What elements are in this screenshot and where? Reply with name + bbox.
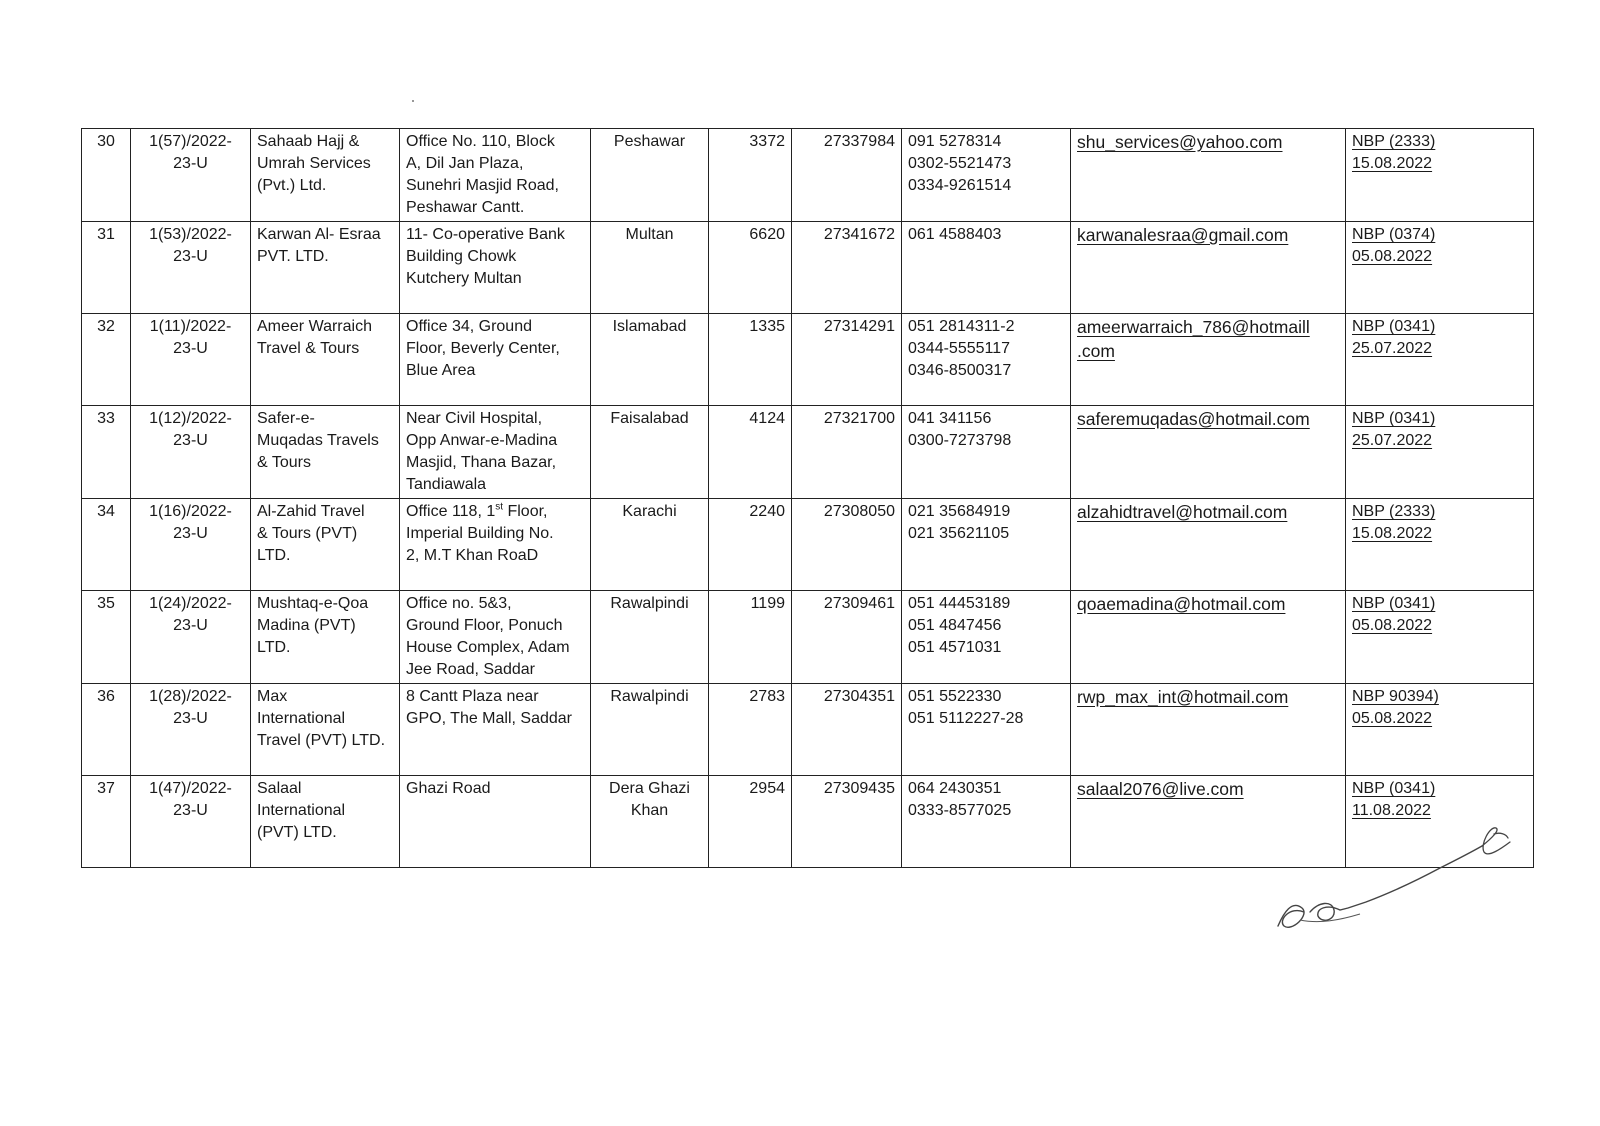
- file-number: 1(11)/2022- 23-U: [131, 314, 251, 406]
- table-body: [82, 129, 1534, 868]
- email-cell: [1071, 499, 1346, 591]
- bank-cell: [1346, 129, 1534, 222]
- agency-address-text: Office 118, 1st Floor, Imperial Building No. 2, M.T Khan RoaD: [406, 501, 554, 564]
- bank-challan: NBP (0341) 25.07.2022: [1352, 410, 1436, 449]
- email-link[interactable]: karwanalesraa@gmail.com: [1077, 225, 1289, 245]
- bank-challan: NBP (0374) 05.08.2022: [1352, 226, 1436, 265]
- scan-speck: [412, 100, 414, 102]
- email-link[interactable]: salaal2076@live.com: [1077, 779, 1244, 799]
- email-cell: [1071, 406, 1346, 499]
- file-number: 1(47)/2022- 23-U: [131, 776, 251, 868]
- email-link[interactable]: saferemuqadas@hotmail.com: [1077, 409, 1310, 429]
- ntn-number: 27309435: [792, 776, 902, 868]
- city: Peshawar: [591, 129, 709, 222]
- file-number: 1(28)/2022- 23-U: [131, 684, 251, 776]
- agency-name: Al-Zahid Travel & Tours (PVT) LTD.: [251, 499, 400, 591]
- city: Dera Ghazi Khan: [591, 776, 709, 868]
- table-row: [82, 499, 1534, 591]
- phone-numbers: 061 4588403: [902, 222, 1071, 314]
- phone-numbers: 091 5278314 0302-5521473 0334-9261514: [902, 129, 1071, 222]
- agency-code: 2783: [709, 684, 792, 776]
- bank-challan: NBP (0341) 11.08.2022: [1352, 780, 1436, 819]
- file-number: 1(24)/2022- 23-U: [131, 591, 251, 684]
- ntn-number: 27337984: [792, 129, 902, 222]
- agency-address: Near Civil Hospital, Opp Anwar-e-Madina Masjid, Thana Bazar, Tandiawala: [400, 406, 591, 499]
- bank-cell: [1346, 499, 1534, 591]
- bank-cell: [1346, 684, 1534, 776]
- agency-address: Office 34, Ground Floor, Beverly Center, Blue Area: [400, 314, 591, 406]
- file-number: 1(53)/2022- 23-U: [131, 222, 251, 314]
- phone-numbers: 041 341156 0300-7273798: [902, 406, 1071, 499]
- ntn-number: 27321700: [792, 406, 902, 499]
- ntn-number: 27341672: [792, 222, 902, 314]
- agency-code: 2954: [709, 776, 792, 868]
- ntn-number: 27308050: [792, 499, 902, 591]
- city: Islamabad: [591, 314, 709, 406]
- agency-name: Ameer Warraich Travel & Tours: [251, 314, 400, 406]
- agency-name: Safer-e- Muqadas Travels & Tours: [251, 406, 400, 499]
- agency-address: 8 Cantt Plaza near GPO, The Mall, Saddar: [400, 684, 591, 776]
- agency-code: 3372: [709, 129, 792, 222]
- agency-address: Ghazi Road: [400, 776, 591, 868]
- email-link[interactable]: qoaemadina@hotmail.com: [1077, 594, 1286, 614]
- agency-register-table: [81, 128, 1534, 868]
- phone-numbers: 051 5522330 051 5112227-28: [902, 684, 1071, 776]
- agency-code: 6620: [709, 222, 792, 314]
- city: Rawalpindi: [591, 684, 709, 776]
- bank-challan: NBP (2333) 15.08.2022: [1352, 503, 1436, 542]
- serial-number: 33: [82, 406, 131, 499]
- agency-name: Salaal International (PVT) LTD.: [251, 776, 400, 868]
- serial-number: 31: [82, 222, 131, 314]
- email-cell: [1071, 222, 1346, 314]
- table-row: [82, 314, 1534, 406]
- ntn-number: 27314291: [792, 314, 902, 406]
- email-cell: [1071, 591, 1346, 684]
- phone-numbers: 064 2430351 0333-8577025: [902, 776, 1071, 868]
- city: Faisalabad: [591, 406, 709, 499]
- agency-name: Sahaab Hajj & Umrah Services (Pvt.) Ltd.: [251, 129, 400, 222]
- city: Rawalpindi: [591, 591, 709, 684]
- bank-cell: [1346, 222, 1534, 314]
- table-row: [82, 684, 1534, 776]
- table-row: [82, 129, 1534, 222]
- agency-address: 11- Co-operative Bank Building Chowk Kutchery Multan: [400, 222, 591, 314]
- city: Multan: [591, 222, 709, 314]
- email-cell: [1071, 129, 1346, 222]
- agency-name: Max International Travel (PVT) LTD.: [251, 684, 400, 776]
- city: Karachi: [591, 499, 709, 591]
- phone-numbers: 051 44453189 051 4847456 051 4571031: [902, 591, 1071, 684]
- serial-number: 34: [82, 499, 131, 591]
- agency-address: [400, 499, 591, 591]
- agency-code: 4124: [709, 406, 792, 499]
- table-row: [82, 591, 1534, 684]
- email-link[interactable]: rwp_max_int@hotmail.com: [1077, 687, 1289, 707]
- email-link[interactable]: shu_services@yahoo.com: [1077, 132, 1283, 152]
- agency-address: Office no. 5&3, Ground Floor, Ponuch House Complex, Adam Jee Road, Saddar: [400, 591, 591, 684]
- agency-code: 2240: [709, 499, 792, 591]
- email-link[interactable]: alzahidtravel@hotmail.com: [1077, 502, 1288, 522]
- email-link[interactable]: ameerwarraich_786@hotmaill .com: [1077, 317, 1310, 361]
- bank-challan: NBP 90394) 05.08.2022: [1352, 688, 1439, 727]
- handwritten-signature: [1270, 808, 1520, 943]
- serial-number: 32: [82, 314, 131, 406]
- file-number: 1(57)/2022- 23-U: [131, 129, 251, 222]
- bank-challan: NBP (0341) 25.07.2022: [1352, 318, 1436, 357]
- table-row: [82, 406, 1534, 499]
- serial-number: 30: [82, 129, 131, 222]
- phone-numbers: 021 35684919 021 35621105: [902, 499, 1071, 591]
- file-number: 1(12)/2022- 23-U: [131, 406, 251, 499]
- bank-challan: NBP (0341) 05.08.2022: [1352, 595, 1436, 634]
- bank-cell: [1346, 591, 1534, 684]
- file-number: 1(16)/2022- 23-U: [131, 499, 251, 591]
- ntn-number: 27304351: [792, 684, 902, 776]
- serial-number: 36: [82, 684, 131, 776]
- serial-number: 37: [82, 776, 131, 868]
- email-cell: [1071, 684, 1346, 776]
- serial-number: 35: [82, 591, 131, 684]
- bank-cell: [1346, 314, 1534, 406]
- table-row: [82, 222, 1534, 314]
- email-cell: [1071, 314, 1346, 406]
- ntn-number: 27309461: [792, 591, 902, 684]
- agency-name: Mushtaq-e-Qoa Madina (PVT) LTD.: [251, 591, 400, 684]
- bank-cell: [1346, 406, 1534, 499]
- bank-challan: NBP (2333) 15.08.2022: [1352, 133, 1436, 172]
- agency-address: Office No. 110, Block A, Dil Jan Plaza, Sunehri Masjid Road, Peshawar Cantt.: [400, 129, 591, 222]
- agency-code: 1199: [709, 591, 792, 684]
- agency-code: 1335: [709, 314, 792, 406]
- agency-name: Karwan Al- Esraa PVT. LTD.: [251, 222, 400, 314]
- phone-numbers: 051 2814311-2 0344-5555117 0346-8500317: [902, 314, 1071, 406]
